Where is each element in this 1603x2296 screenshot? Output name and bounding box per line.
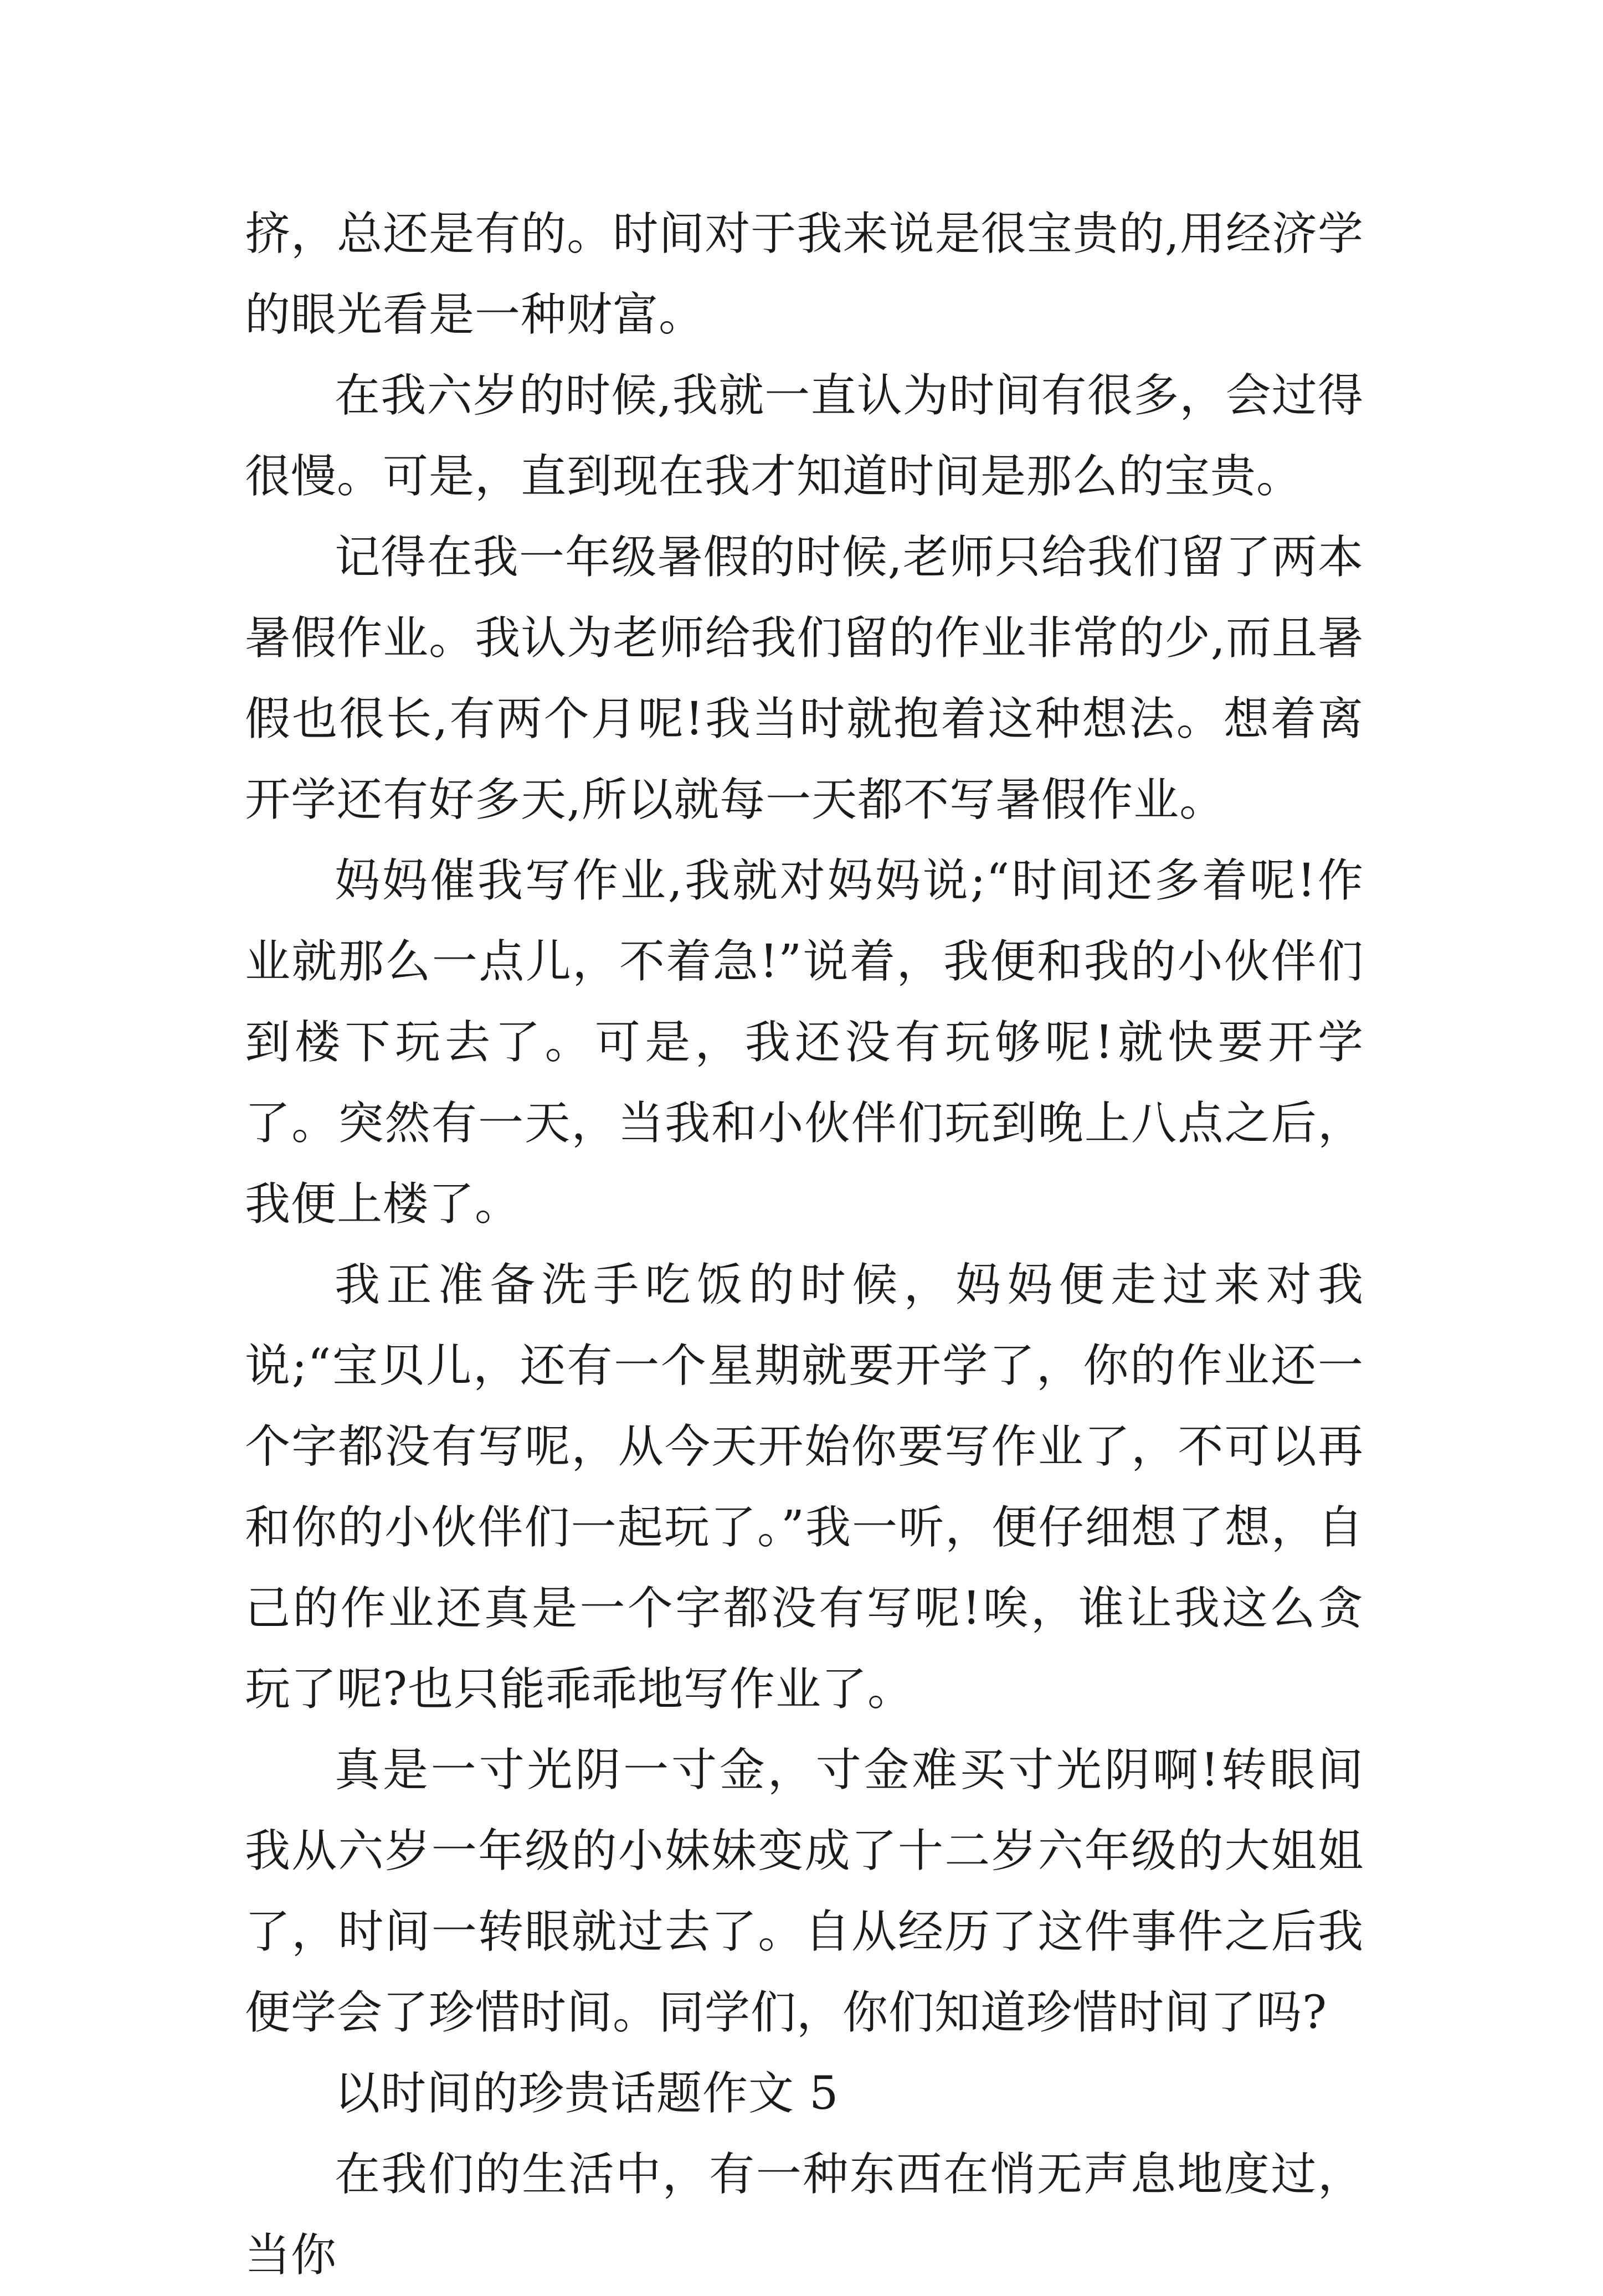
paragraph-7: 在我们的生活中，有一种东西在悄无声息地度过，当你 (245, 2148, 1364, 2282)
paragraph-4: 妈妈催我写作业,我就对妈妈说;“时间还多着呢!作业就那么一点儿，不着急!”说着，我便和我的小伙伴们到楼下玩去了。可是，我还没有玩够呢!就快要开学了。突然有一天，当我和小伙伴们玩到晚上八点之后，我便上楼了。 (245, 854, 1364, 1231)
paragraph-6: 真是一寸光阴一寸金，寸金难买寸光阴啊!转眼间我从六岁一年级的小妹妹变成了十二岁六年级的大姐姐了，时间一转眼就过去了。自从经历了这件事件之后我便学会了珍惜时间。同学们，你们知道珍惜时间了吗? (245, 1744, 1364, 2039)
document-body (245, 194, 1364, 2296)
paragraph-1: 挤，总还是有的。时间对于我来说是很宝贵的,用经济学的眼光看是一种财富。 (245, 208, 1364, 341)
section-heading: 以时间的珍贵话题作文 5 (335, 2067, 839, 2120)
paragraph-2: 在我六岁的时候,我就一直认为时间有很多，会过得很慢。可是，直到现在我才知道时间是那么的宝贵。 (245, 369, 1364, 503)
paragraph-3: 记得在我一年级暑假的时候,老师只给我们留了两本暑假作业。我认为老师给我们留的作业非常的少,而且暑假也很长,有两个月呢!我当时就抱着这种想法。想着离开学还有好多天,所以就每一天都不写暑假作业。 (245, 531, 1364, 826)
paragraph-5: 我正准备洗手吃饭的时候，妈妈便走过来对我说;“宝贝儿，还有一个星期就要开学了，你的作业还一个字都没有写呢，从今天开始你要写作业了，不可以再和你的小伙伴们一起玩了。”我一听，便仔细想了想，自己的作业还真是一个字都没有写呢!唉，谁让我这么贪玩了呢?也只能乖乖地写作业了。 (245, 1259, 1364, 1716)
